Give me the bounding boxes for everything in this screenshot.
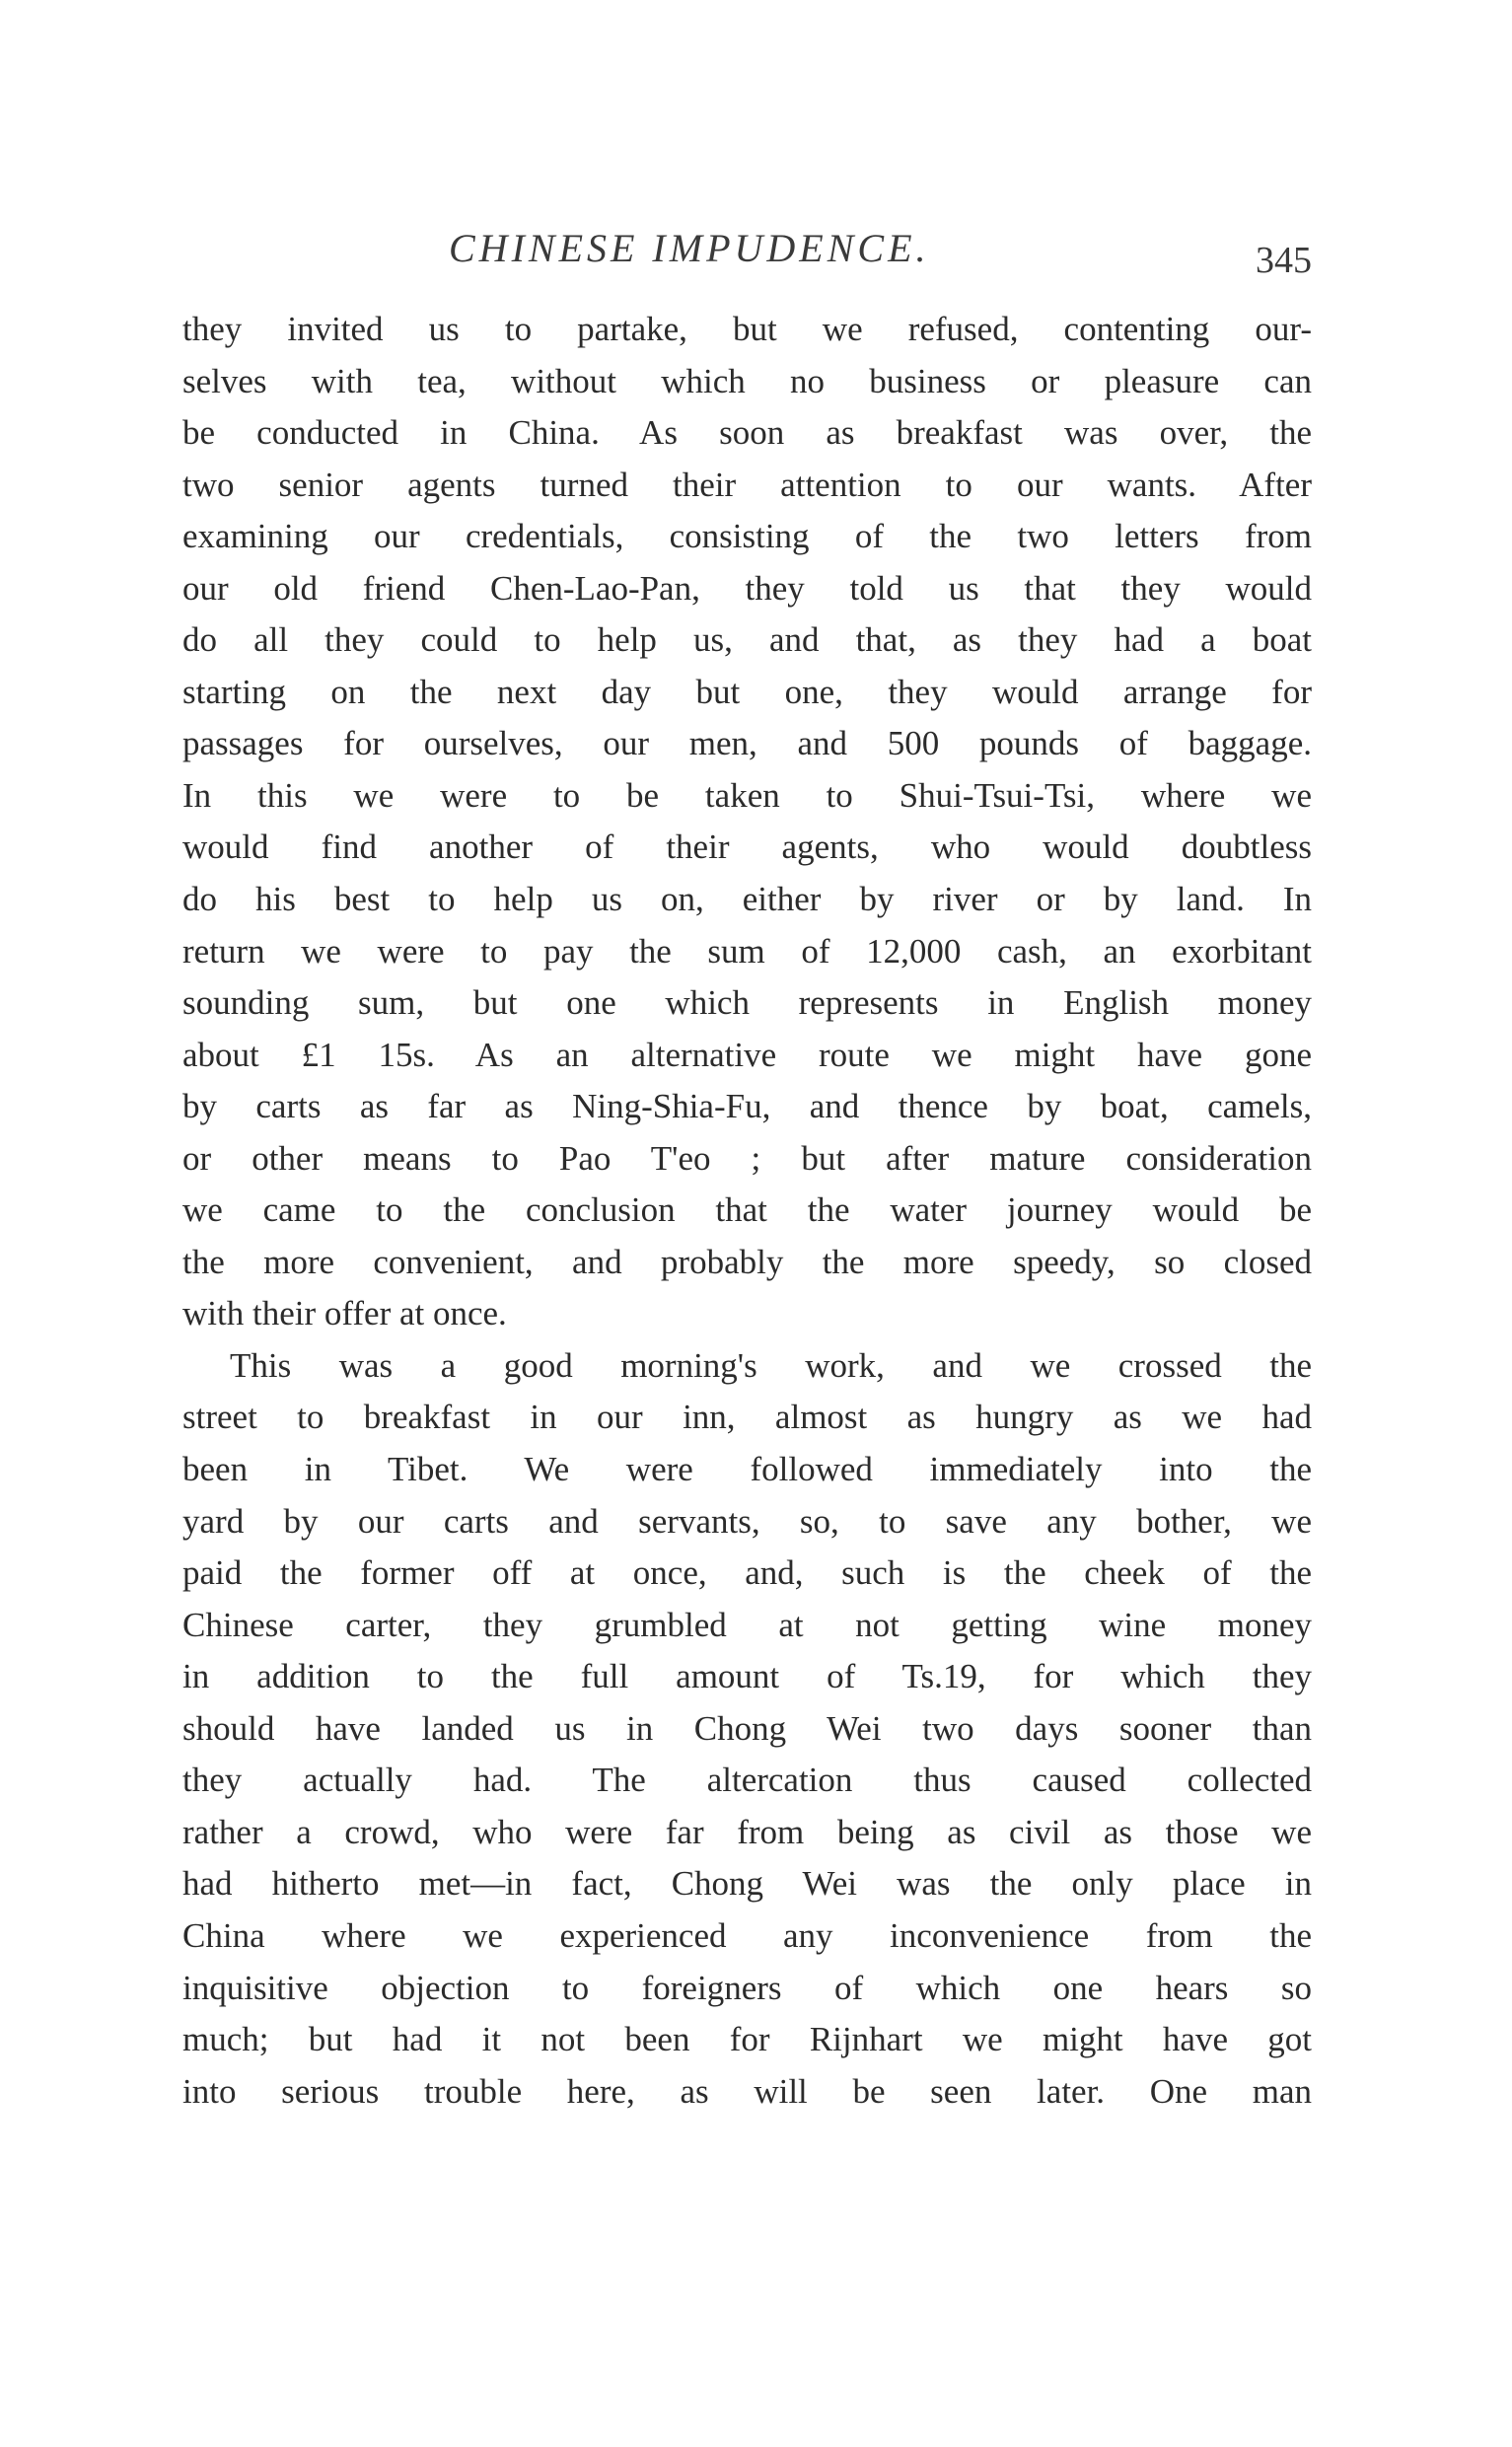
text-line: China where we experienced any inconvenience from the xyxy=(182,1915,1312,1955)
text-line: into serious trouble here, as will be seen later. One man xyxy=(182,2071,1312,2111)
text-line: do all they could to help us, and that, as they had a boat xyxy=(182,620,1312,660)
text-line: do his best to help us on, either by river or by land. In xyxy=(182,880,1312,919)
text-line: selves with tea, without which no business or pleasure can xyxy=(182,361,1312,400)
text-line: the more convenient, and probably the more speedy, so closed xyxy=(182,1242,1312,1281)
text-line: sounding sum, but one which represents in English money xyxy=(182,983,1312,1023)
running-title: CHINESE IMPUDENCE. xyxy=(449,226,930,270)
text-line: had hitherto met—in fact, Chong Wei was the only place in xyxy=(182,1864,1312,1904)
text-line: they actually had. The altercation thus caused collected xyxy=(182,1761,1312,1800)
text-line: passages for ourselves, our men, and 500 pounds of baggage. xyxy=(182,724,1312,763)
text-line: we came to the conclusion that the water journey would be xyxy=(182,1190,1312,1230)
text-line: about £1 15s. As an alternative route we might have gone xyxy=(182,1035,1312,1074)
text-line: street to breakfast in our inn, almost as hungry as we had xyxy=(182,1398,1312,1437)
text-line: rather a crowd, who were far from being as civil as those we xyxy=(182,1812,1312,1851)
text-line: paid the former off at once, and, such is the cheek of the xyxy=(182,1553,1312,1593)
text-line: or other means to Pao T'eo ; but after mature consideration xyxy=(182,1138,1312,1178)
text-line: Chinese carter, they grumbled at not getting wine money xyxy=(182,1605,1312,1644)
text-line: In this we were to be taken to Shui-Tsui-Tsi, where we xyxy=(182,775,1312,815)
text-line: two senior agents turned their attention to our wants. After xyxy=(182,465,1312,504)
running-head xyxy=(182,225,1312,294)
paragraph-first-line: This was a good morning's work, and we crossed the xyxy=(230,1345,1312,1385)
text-line: our old friend Chen-Lao-Pan, they told us that they would xyxy=(182,568,1312,608)
text-line: they invited us to partake, but we refused, contenting our- xyxy=(182,310,1312,348)
text-line: examining our credentials, consisting of the two letters from xyxy=(182,517,1312,556)
text-line: much; but had it not been for Rijnhart we might have got xyxy=(182,2020,1312,2059)
page-number: 345 xyxy=(1256,240,1312,281)
text-line: yard by our carts and servants, so, to save any bother, we xyxy=(182,1501,1312,1541)
text-line: should have landed us in Chong Wei two days sooner than xyxy=(182,1708,1312,1748)
text-line: would find another of their agents, who would doubtless xyxy=(182,828,1312,867)
text-line: by carts as far as Ning-Shia-Fu, and thence by boat, camels, xyxy=(182,1087,1312,1126)
body-text xyxy=(182,304,1312,2118)
text-line: starting on the next day but one, they would arrange for xyxy=(182,672,1312,711)
text-line: return we were to pay the sum of 12,000 cash, an exorbitant xyxy=(182,931,1312,971)
text-line: be conducted in China. As soon as breakfast was over, the xyxy=(182,413,1312,453)
paragraph-last-line: with their offer at once. xyxy=(182,1294,507,1333)
text-line: inquisitive objection to foreigners of which one hears so xyxy=(182,1968,1312,2007)
text-line: in addition to the full amount of Ts.19, for which they xyxy=(182,1657,1312,1696)
text-line: been in Tibet. We were followed immediately into the xyxy=(182,1450,1312,1489)
